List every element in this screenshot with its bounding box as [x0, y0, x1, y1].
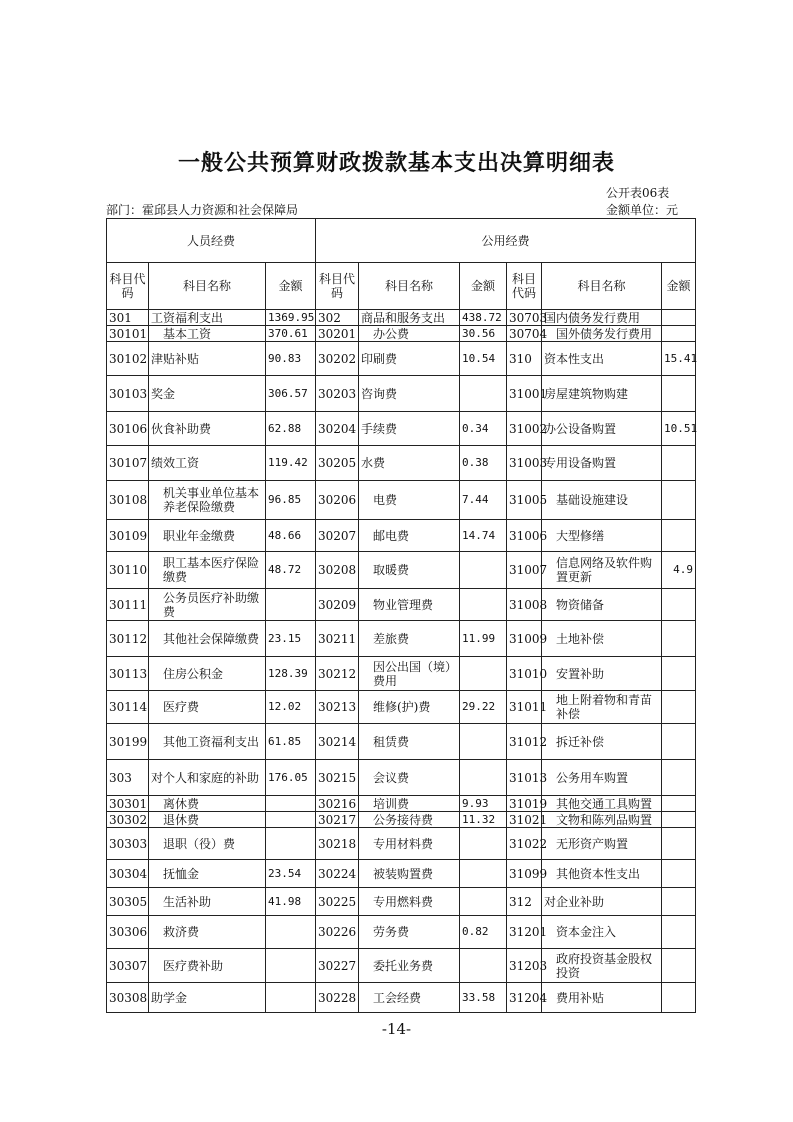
amount-cell: 0.34 [460, 412, 507, 446]
amount-cell [662, 916, 696, 949]
col-header-code: 科目代码 [107, 263, 149, 310]
name-cell: 公务员医疗补助缴费 [149, 589, 266, 621]
code-cell: 30107 [107, 446, 149, 481]
amount-cell: 128.39 [266, 657, 316, 691]
amount-cell [266, 828, 316, 860]
code-cell: 30217 [316, 812, 359, 828]
amount-cell: 61.85 [266, 724, 316, 760]
name-cell: 抚恤金 [149, 860, 266, 888]
amount-cell [662, 376, 696, 412]
code-cell: 31021 [507, 812, 542, 828]
name-cell: 资本性支出 [542, 342, 662, 376]
code-cell: 30307 [107, 949, 149, 983]
name-cell: 物业管理费 [359, 589, 460, 621]
amount-cell: 0.82 [460, 916, 507, 949]
table-row [107, 812, 696, 828]
col-header-name: 科目名称 [542, 263, 662, 310]
amount-cell: 30.56 [460, 326, 507, 342]
code-cell: 30101 [107, 326, 149, 342]
table-row [107, 481, 696, 520]
name-cell: 退职（役）费 [149, 828, 266, 860]
name-cell: 专用材料费 [359, 828, 460, 860]
name-cell: 住房公积金 [149, 657, 266, 691]
code-cell: 30106 [107, 412, 149, 446]
amount-cell: 41.98 [266, 888, 316, 916]
code-cell: 30110 [107, 552, 149, 589]
amount-cell [662, 326, 696, 342]
code-cell: 302 [316, 310, 359, 326]
name-cell: 公务用车购置 [542, 760, 662, 796]
amount-cell: 33.58 [460, 983, 507, 1013]
table-row [107, 888, 696, 916]
name-cell: 办公费 [359, 326, 460, 342]
group-header-public: 公用经费 [316, 219, 696, 263]
name-cell: 津贴补贴 [149, 342, 266, 376]
amount-cell: 9.93 [460, 796, 507, 812]
code-cell: 31010 [507, 657, 542, 691]
amount-cell [266, 812, 316, 828]
code-cell: 30207 [316, 520, 359, 552]
amount-cell [662, 657, 696, 691]
name-cell: 手续费 [359, 412, 460, 446]
code-cell: 30201 [316, 326, 359, 342]
name-cell: 退休费 [149, 812, 266, 828]
name-cell: 生活补助 [149, 888, 266, 916]
name-cell: 信息网络及软件购置更新 [542, 552, 662, 589]
expenditure-table [106, 218, 696, 1013]
amount-cell [662, 949, 696, 983]
code-cell: 31002 [507, 412, 542, 446]
amount-cell [662, 310, 696, 326]
name-cell: 被装购置费 [359, 860, 460, 888]
amount-cell: 306.57 [266, 376, 316, 412]
table-row [107, 310, 696, 326]
code-cell: 30302 [107, 812, 149, 828]
amount-cell: 62.88 [266, 412, 316, 446]
code-cell: 30225 [316, 888, 359, 916]
amount-cell: 438.72 [460, 310, 507, 326]
code-cell: 31013 [507, 760, 542, 796]
amount-cell: 7.44 [460, 481, 507, 520]
amount-cell [460, 828, 507, 860]
table-row [107, 412, 696, 446]
col-header-name: 科目名称 [149, 263, 266, 310]
table-row [107, 916, 696, 949]
code-cell: 30102 [107, 342, 149, 376]
amount-cell: 370.61 [266, 326, 316, 342]
amount-cell [662, 724, 696, 760]
name-cell: 其他社会保障缴费 [149, 621, 266, 657]
table-row [107, 446, 696, 481]
amount-cell [662, 888, 696, 916]
table-row [107, 828, 696, 860]
name-cell: 绩效工资 [149, 446, 266, 481]
code-cell: 30303 [107, 828, 149, 860]
code-cell: 30218 [316, 828, 359, 860]
amount-cell [266, 796, 316, 812]
amount-cell: 119.42 [266, 446, 316, 481]
amount-cell [662, 983, 696, 1013]
amount-cell: 90.83 [266, 342, 316, 376]
table-row [107, 326, 696, 342]
name-cell: 会议费 [359, 760, 460, 796]
table-row [107, 796, 696, 812]
table-row [107, 760, 696, 796]
amount-cell [460, 724, 507, 760]
name-cell: 其他交通工具购置 [542, 796, 662, 812]
amount-cell: 10.51 [662, 412, 696, 446]
name-cell: 奖金 [149, 376, 266, 412]
amount-cell: 10.54 [460, 342, 507, 376]
amount-cell [460, 376, 507, 412]
code-cell: 31008 [507, 589, 542, 621]
table-row [107, 691, 696, 724]
code-cell: 30213 [316, 691, 359, 724]
table-row [107, 552, 696, 589]
amount-cell [266, 983, 316, 1013]
amount-cell: 23.15 [266, 621, 316, 657]
name-cell: 对企业补助 [542, 888, 662, 916]
amount-cell: 14.74 [460, 520, 507, 552]
name-cell: 维修(护)费 [359, 691, 460, 724]
form-number: 公开表06表 [606, 186, 670, 200]
name-cell: 助学金 [149, 983, 266, 1013]
amount-cell [662, 812, 696, 828]
code-cell: 30214 [316, 724, 359, 760]
name-cell: 房屋建筑物购建 [542, 376, 662, 412]
code-cell: 30112 [107, 621, 149, 657]
code-cell: 30228 [316, 983, 359, 1013]
table-row [107, 342, 696, 376]
amount-cell: 0.38 [460, 446, 507, 481]
amount-cell: 11.32 [460, 812, 507, 828]
code-cell: 31019 [507, 796, 542, 812]
amount-cell [662, 860, 696, 888]
name-cell: 基本工资 [149, 326, 266, 342]
code-cell: 30206 [316, 481, 359, 520]
name-cell: 国外债务发行费用 [542, 326, 662, 342]
amount-cell [460, 949, 507, 983]
code-cell: 30224 [316, 860, 359, 888]
amount-cell: 48.72 [266, 552, 316, 589]
amount-cell: 4.9 [662, 552, 696, 589]
table-row [107, 376, 696, 412]
table-row [107, 520, 696, 552]
name-cell: 离休费 [149, 796, 266, 812]
amount-cell [662, 589, 696, 621]
code-cell: 30304 [107, 860, 149, 888]
amount-cell: 176.05 [266, 760, 316, 796]
code-cell: 30305 [107, 888, 149, 916]
code-cell: 30703 [507, 310, 542, 326]
code-cell: 30211 [316, 621, 359, 657]
name-cell: 地上附着物和青苗补偿 [542, 691, 662, 724]
name-cell: 取暖费 [359, 552, 460, 589]
table-row [107, 949, 696, 983]
code-cell: 30109 [107, 520, 149, 552]
code-cell: 31006 [507, 520, 542, 552]
table-row [107, 589, 696, 621]
amount-cell [662, 621, 696, 657]
name-cell: 咨询费 [359, 376, 460, 412]
name-cell: 其他资本性支出 [542, 860, 662, 888]
code-cell: 30103 [107, 376, 149, 412]
name-cell: 委托业务费 [359, 949, 460, 983]
amount-cell [662, 760, 696, 796]
name-cell: 印刷费 [359, 342, 460, 376]
name-cell: 拆迁补偿 [542, 724, 662, 760]
amount-cell: 15.41 [662, 342, 696, 376]
code-cell: 30227 [316, 949, 359, 983]
code-cell: 30308 [107, 983, 149, 1013]
col-header-amount: 金额 [662, 263, 696, 310]
name-cell: 医疗费 [149, 691, 266, 724]
code-cell: 31201 [507, 916, 542, 949]
amount-cell [460, 657, 507, 691]
name-cell: 对个人和家庭的补助 [149, 760, 266, 796]
amount-cell: 96.85 [266, 481, 316, 520]
name-cell: 政府投资基金股权投资 [542, 949, 662, 983]
group-header-personnel: 人员经费 [107, 219, 316, 263]
table-row [107, 724, 696, 760]
amount-cell: 11.99 [460, 621, 507, 657]
code-cell: 303 [107, 760, 149, 796]
unit-label: 金额单位：元 [606, 203, 679, 217]
name-cell: 专用燃料费 [359, 888, 460, 916]
table-row [107, 983, 696, 1013]
name-cell: 水费 [359, 446, 460, 481]
code-cell: 31099 [507, 860, 542, 888]
name-cell: 租赁费 [359, 724, 460, 760]
code-cell: 301 [107, 310, 149, 326]
name-cell: 其他工资福利支出 [149, 724, 266, 760]
code-cell: 312 [507, 888, 542, 916]
amount-cell: 29.22 [460, 691, 507, 724]
col-header-name: 科目名称 [359, 263, 460, 310]
amount-cell [460, 860, 507, 888]
code-cell: 31005 [507, 481, 542, 520]
code-cell: 30306 [107, 916, 149, 949]
name-cell: 邮电费 [359, 520, 460, 552]
name-cell: 工会经费 [359, 983, 460, 1013]
amount-cell [662, 796, 696, 812]
amount-cell [662, 446, 696, 481]
name-cell: 机关事业单位基本养老保险缴费 [149, 481, 266, 520]
amount-cell: 1369.95 [266, 310, 316, 326]
code-cell: 30704 [507, 326, 542, 342]
name-cell: 费用补贴 [542, 983, 662, 1013]
amount-cell [460, 888, 507, 916]
name-cell: 公务接待费 [359, 812, 460, 828]
col-header-code: 科目代码 [316, 263, 359, 310]
amount-cell [460, 760, 507, 796]
amount-cell [662, 520, 696, 552]
code-cell: 30215 [316, 760, 359, 796]
code-cell: 31203 [507, 949, 542, 983]
code-cell: 30111 [107, 589, 149, 621]
name-cell: 商品和服务支出 [359, 310, 460, 326]
code-cell: 31011 [507, 691, 542, 724]
name-cell: 资本金注入 [542, 916, 662, 949]
name-cell: 无形资产购置 [542, 828, 662, 860]
name-cell: 培训费 [359, 796, 460, 812]
name-cell: 安置补助 [542, 657, 662, 691]
name-cell: 基础设施建设 [542, 481, 662, 520]
name-cell: 职工基本医疗保险缴费 [149, 552, 266, 589]
name-cell: 电费 [359, 481, 460, 520]
col-header-amount: 金额 [266, 263, 316, 310]
name-cell: 劳务费 [359, 916, 460, 949]
name-cell: 职业年金缴费 [149, 520, 266, 552]
amount-cell [266, 916, 316, 949]
table-row [107, 657, 696, 691]
amount-cell [266, 949, 316, 983]
name-cell: 因公出国（境）费用 [359, 657, 460, 691]
code-cell: 30301 [107, 796, 149, 812]
code-cell: 31022 [507, 828, 542, 860]
name-cell: 土地补偿 [542, 621, 662, 657]
code-cell: 31001 [507, 376, 542, 412]
department-label: 部门：霍邱县人力资源和社会保障局 [106, 203, 299, 217]
code-cell: 30216 [316, 796, 359, 812]
amount-cell [662, 481, 696, 520]
code-cell: 30204 [316, 412, 359, 446]
name-cell: 伙食补助费 [149, 412, 266, 446]
code-cell: 30199 [107, 724, 149, 760]
code-cell: 30114 [107, 691, 149, 724]
code-cell: 30202 [316, 342, 359, 376]
code-cell: 31003 [507, 446, 542, 481]
table-row [107, 621, 696, 657]
code-cell: 31204 [507, 983, 542, 1013]
code-cell: 310 [507, 342, 542, 376]
name-cell: 医疗费补助 [149, 949, 266, 983]
name-cell: 工资福利支出 [149, 310, 266, 326]
code-cell: 31012 [507, 724, 542, 760]
page-title: 一般公共预算财政拨款基本支出决算明细表 [177, 151, 615, 176]
code-cell: 30203 [316, 376, 359, 412]
page-number: -14- [381, 1020, 412, 1038]
col-header-code: 科目代码 [507, 263, 542, 310]
name-cell: 大型修缮 [542, 520, 662, 552]
code-cell: 30212 [316, 657, 359, 691]
amount-cell [460, 552, 507, 589]
name-cell: 救济费 [149, 916, 266, 949]
code-cell: 30205 [316, 446, 359, 481]
name-cell: 国内债务发行费用 [542, 310, 662, 326]
code-cell: 30208 [316, 552, 359, 589]
amount-cell [266, 589, 316, 621]
amount-cell: 48.66 [266, 520, 316, 552]
col-header-amount: 金额 [460, 263, 507, 310]
name-cell: 物资储备 [542, 589, 662, 621]
code-cell: 31009 [507, 621, 542, 657]
amount-cell [460, 589, 507, 621]
amount-cell [662, 691, 696, 724]
code-cell: 30226 [316, 916, 359, 949]
table-row [107, 860, 696, 888]
name-cell: 文物和陈列品购置 [542, 812, 662, 828]
amount-cell: 23.54 [266, 860, 316, 888]
name-cell: 差旅费 [359, 621, 460, 657]
code-cell: 31007 [507, 552, 542, 589]
name-cell: 办公设备购置 [542, 412, 662, 446]
amount-cell: 12.02 [266, 691, 316, 724]
code-cell: 30108 [107, 481, 149, 520]
amount-cell [662, 828, 696, 860]
name-cell: 专用设备购置 [542, 446, 662, 481]
code-cell: 30209 [316, 589, 359, 621]
code-cell: 30113 [107, 657, 149, 691]
